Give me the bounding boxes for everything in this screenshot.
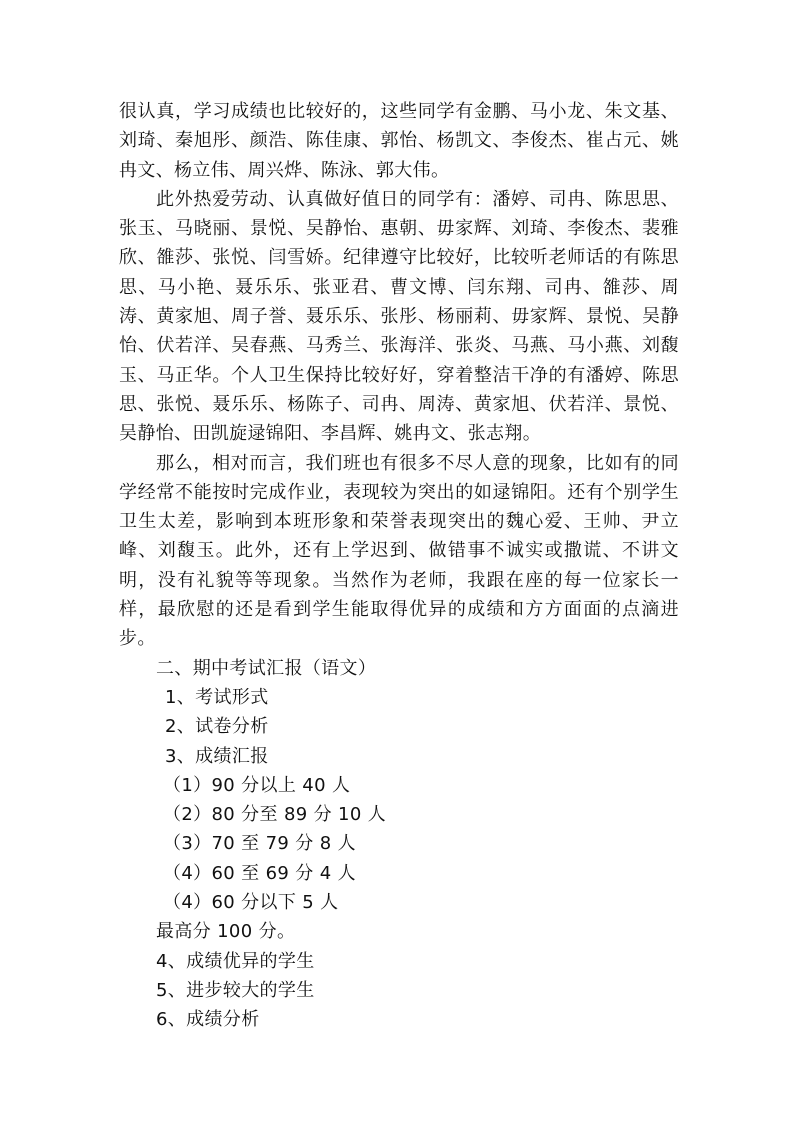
sub-item-paper-analysis: 2、试卷分析 <box>165 716 269 738</box>
tail-item-improved-students: 5、进步较大的学生 <box>156 979 315 1001</box>
tail-item-score-analysis: 6、成绩分析 <box>156 1009 260 1031</box>
score-line: （3）70 至 79 分 8 人 <box>163 833 356 855</box>
paragraph-diligent-students: 此外热爱劳动、认真做好值日的同学有：潘婷、司冉、陈思思、张玉、马晓丽、景悦、吴静怡、惠朝、毋家辉、刘琦、李俊杰、裴雅欣、雒莎、张悦、闫雪娇。纪律遵守比较好，比较听老师话的有陈思思、马小艳、聂乐乐、张亚君、曹文博、闫东翔、司冉、雒莎、周涛、黄家旭、周子誉、聂乐乐、张彤、杨丽莉、毋家辉、景悦、吴静怡、伏若洋、吴春燕、马秀兰、张海洋、张炎、马燕、马小燕、刘馥玉、马正华。个人卫生保持比较好好，穿着整洁干净的有潘婷、陈思思、张悦、聂乐乐、杨陈子、司冉、周涛、黄家旭、伏若洋、景悦、吴静怡、田凯旋逯锦阳、李昌辉、姚冉文、张志翔。 <box>119 188 679 445</box>
paragraph-good-students: 很认真，学习成绩也比较好的，这些同学有金鹏、马小龙、朱文基、刘琦、秦旭彤、颜浩、陈佳康、郭怡、杨凯文、李俊杰、崔占元、姚冉文、杨立伟、周兴烨、陈泳、郭大伟。 <box>119 101 679 181</box>
section-heading: 二、期中考试汇报（语文） <box>156 657 377 679</box>
score-line: （2）80 分至 89 分 10 人 <box>163 804 387 826</box>
paragraph-issues: 那么，相对而言，我们班也有很多不尽人意的现象，比如有的同学经常不能按时完成作业，表现较为突出的如逯锦阳。还有个别学生卫生太差，影响到本班形象和荣誉表现突出的魏心爱、王帅、尹立峰、刘馥玉。此外，还有上学迟到、做错事不诚实或撒谎、不讲文明，没有礼貌等等现象。当然作为老师，我跟在座的每一位家长一样，最欣慰的还是看到学生能取得优异的成绩和方方面面的点滴进步。 <box>119 452 679 650</box>
tail-item-excellent-students: 4、成绩优异的学生 <box>156 950 315 972</box>
document-body <box>119 97 679 1035</box>
sub-item-score-report: 3、成绩汇报 <box>165 745 269 767</box>
score-line: （4）60 至 69 分 4 人 <box>163 862 356 884</box>
sub-item-exam-format: 1、考试形式 <box>165 686 269 708</box>
score-line: （1）90 分以上 40 人 <box>163 774 351 796</box>
top-score-line: 最高分 100 分。 <box>156 921 296 943</box>
score-line: （4）60 分以下 5 人 <box>163 892 339 914</box>
